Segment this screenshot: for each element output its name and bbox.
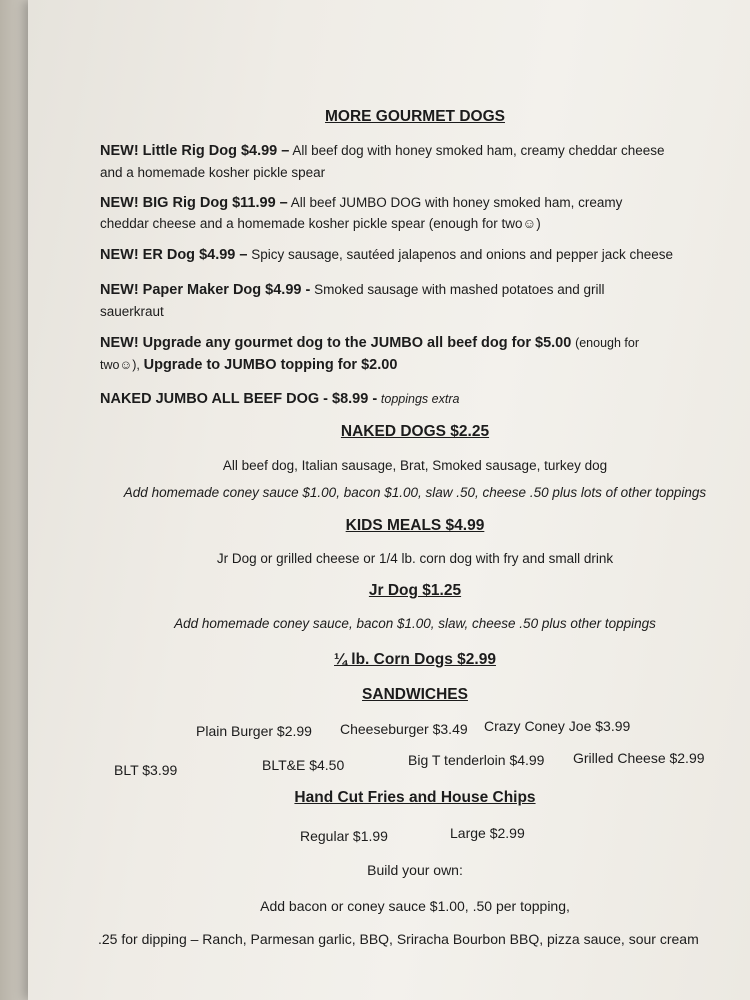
item-name: NEW! ER Dog $4.99 – (100, 247, 248, 263)
upgrade-line-1 (100, 335, 639, 351)
menu-item-big-rig (100, 195, 622, 211)
sandwich-grilled-cheese: Grilled Cheese $2.99 (573, 750, 705, 766)
section-title-naked-dogs: NAKED DOGS $2.25 (340, 423, 490, 440)
item-name: NEW! Little Rig Dog $4.99 – (100, 143, 290, 159)
naked-dogs-desc: All beef dog, Italian sausage, Brat, Smoked sausage, turkey dog (222, 458, 608, 473)
section-title-jr-dog: Jr Dog $1.25 (368, 582, 462, 599)
naked-jumbo-line (100, 391, 459, 407)
section-title-sandwiches: SANDWICHES (362, 686, 468, 703)
section-title-fries: Hand Cut Fries and House Chips (294, 789, 536, 806)
upgrade-line-2 (100, 357, 397, 373)
upgrade-note: (enough for (575, 336, 639, 350)
menu-item-little-rig (100, 143, 665, 159)
naked-jumbo-note: toppings extra (380, 392, 460, 406)
fries-regular: Regular $1.99 (300, 828, 388, 844)
menu-item-er-dog (100, 247, 673, 263)
menu-page (28, 0, 750, 1000)
fries-dipping: .25 for dipping – Ranch, Parmesan garlic, BBQ, Sriracha Bourbon BBQ, pizza sauce, sour cream (98, 931, 699, 947)
naked-dogs-addons: Add homemade coney sauce $1.00, bacon $1.00, slaw .50, cheese .50 plus lots of other toppings (123, 485, 707, 500)
item-desc: All beef JUMBO DOG with honey smoked ham, creamy (290, 195, 623, 210)
item-desc-cont: and a homemade kosher pickle spear (100, 165, 326, 180)
sandwich-big-t-tenderloin: Big T tenderloin $4.99 (408, 752, 545, 768)
sandwich-plain-burger: Plain Burger $2.99 (196, 723, 312, 739)
item-desc-cont: cheddar cheese and a homemade kosher pickle spear (enough for two☺) (100, 216, 541, 231)
item-name: NEW! Paper Maker Dog $4.99 - (100, 282, 311, 298)
item-desc: Spicy sausage, sautéed jalapenos and onions and pepper jack cheese (251, 247, 674, 262)
upgrade-text: NEW! Upgrade any gourmet dog to the JUMBO all beef dog for $5.00 (100, 335, 572, 351)
item-name: NEW! BIG Rig Dog $11.99 – (100, 195, 288, 211)
upgrade-topping: Upgrade to JUMBO topping for $2.00 (143, 357, 398, 373)
upgrade-note: two☺), (100, 358, 140, 372)
kids-meals-desc: Jr Dog or grilled cheese or 1/4 lb. corn dog with fry and small drink (216, 551, 614, 566)
sandwich-blte: BLT&E $4.50 (262, 757, 345, 773)
fries-add-toppings: Add bacon or coney sauce $1.00, .50 per topping, (260, 898, 570, 914)
fries-build-your-own: Build your own: (367, 862, 463, 878)
jr-dog-desc: Add homemade coney sauce, bacon $1.00, slaw, cheese .50 plus other toppings (174, 616, 656, 631)
item-desc: Smoked sausage with mashed potatoes and grill (314, 282, 605, 297)
menu-item-paper-maker (100, 282, 605, 298)
section-title-gourmet: MORE GOURMET DOGS (325, 108, 505, 125)
section-title-corn-dogs: ¼ lb. Corn Dogs $2.99 (334, 651, 496, 668)
naked-jumbo-name: NAKED JUMBO ALL BEEF DOG - $8.99 - (100, 391, 378, 407)
section-title-kids-meals: KIDS MEALS $4.99 (345, 517, 485, 534)
menu-content (100, 0, 750, 1000)
sandwich-cheeseburger: Cheeseburger $3.49 (340, 721, 468, 737)
sandwich-blt: BLT $3.99 (114, 762, 178, 778)
fries-large: Large $2.99 (450, 825, 525, 841)
item-desc: All beef dog with honey smoked ham, creamy cheddar cheese (292, 143, 665, 158)
item-desc-cont: sauerkraut (100, 304, 164, 319)
sandwich-crazy-coney-joe: Crazy Coney Joe $3.99 (484, 718, 631, 734)
